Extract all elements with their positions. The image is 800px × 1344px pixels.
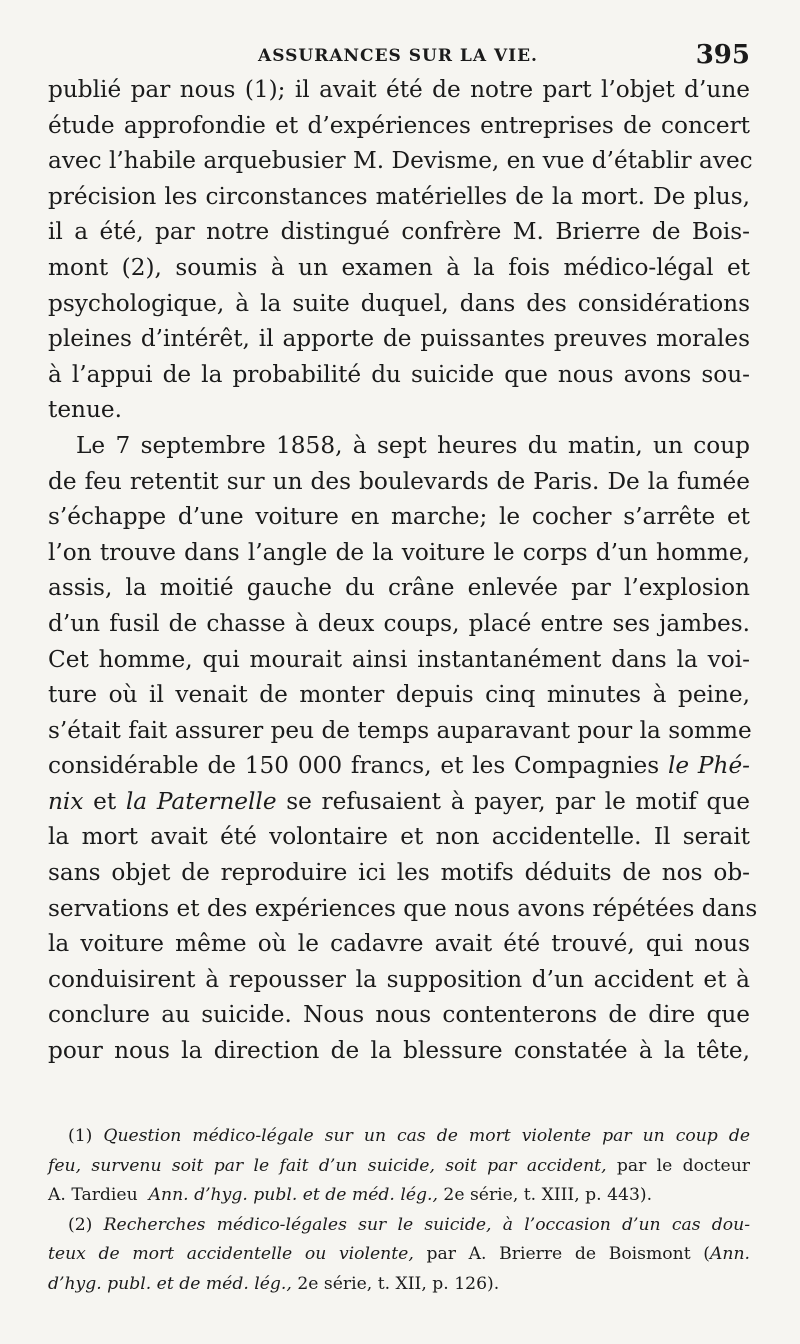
footnote-line — [48, 1152, 750, 1182]
footnote-journal: Ann. d’hyg. publ. et de méd. lég., — [148, 1185, 438, 1205]
text-line: pour nous la direction de la blessure constatée à la tête, — [48, 1037, 750, 1065]
text-line: tenue. — [48, 396, 123, 424]
text-line: d’un fusil de chasse à deux coups, placé entre ses jambes. — [48, 609, 750, 637]
text-line: avec l’habile arquebusier M. Devisme, en vue d’établir avec — [48, 147, 753, 175]
footnotes — [48, 1122, 750, 1299]
footnote-title: Question médico-légale sur un cas de mort violente par un coup de — [103, 1126, 751, 1146]
text-line: il a été, par notre distingué confrère M. Brierre de Bois- — [48, 218, 750, 246]
page-number: 395 — [695, 40, 750, 70]
footnote-title: feu, survenu soit par le fait d’un suicide, soit par accident, — [48, 1155, 607, 1176]
text-segment: et — [93, 787, 117, 815]
footnote-title: teux de mort accidentelle ou violente, — [48, 1244, 414, 1264]
text-line: assis, la moitié gauche du crâne enlevée par l’explosion — [48, 574, 750, 602]
paragraph-2 — [48, 428, 758, 1069]
text-line: sans objet de reproduire ici les motifs déduits de nos ob- — [48, 859, 750, 887]
text-line: Cet homme, qui mourait ainsi instantanément dans la voi- — [48, 645, 750, 673]
footnote-text: par A. Brierre de Boismont ( — [426, 1244, 710, 1264]
body-text — [48, 72, 758, 1069]
footnote-line — [48, 1181, 750, 1211]
footnote-2 — [48, 1211, 750, 1300]
text-line: la mort avait été volontaire et non accidentelle. Il serait — [48, 823, 750, 851]
text-line: ture où il venait de monter depuis cinq minutes à peine, — [48, 681, 750, 709]
footnote-line — [48, 1240, 750, 1270]
text-line — [48, 784, 750, 820]
text-segment: se refusaient à payer, par le motif que — [286, 787, 751, 815]
footnote-line — [48, 1211, 750, 1241]
text-line: de feu retentit sur un des boulevards de Paris. De la fumée — [48, 467, 750, 495]
footnote-text: par le docteur — [616, 1155, 750, 1176]
text-line: publié par nous (1); il avait été de notre part l’objet d’une — [48, 76, 750, 103]
company-name: la Paternelle — [125, 787, 277, 815]
text-segment: considérable de 150 000 francs, et les Compagnies — [48, 752, 660, 780]
footnote-journal: Ann. — [709, 1244, 750, 1264]
footnote-journal: d’hyg. publ. et de méd. lég., — [48, 1273, 292, 1294]
footnote-line — [48, 1270, 750, 1300]
text-line: mont (2), soumis à un examen à la fois médico-légal et — [48, 253, 750, 281]
text-line: conclure au suicide. Nous nous contenterons de dire que — [48, 1001, 750, 1029]
text-line: la voiture même où le cadavre avait été trouvé, qui nous — [48, 930, 750, 958]
text-line: l’on trouve dans l’angle de la voiture le corps d’un homme, — [48, 538, 750, 566]
text-line: pleines d’intérêt, il apporte de puissantes preuves morales — [48, 325, 750, 353]
company-name: le Phé- — [667, 752, 751, 780]
paragraph-1 — [48, 72, 753, 428]
footnote-reference: 2e série, t. XIII, p. 443). — [443, 1185, 653, 1205]
footnote-title: Recherches médico-légales sur le suicide, à l’occasion d’un cas dou- — [103, 1214, 751, 1235]
text-line: s’était fait assurer peu de temps auparavant pour la somme — [48, 716, 752, 744]
footnote-marker: (1) — [68, 1126, 93, 1146]
footnote-line — [48, 1122, 750, 1152]
text-line: servations et des expériences que nous avons répétées dans — [48, 894, 758, 922]
footnote-reference: 2e série, t. XII, p. 126). — [297, 1273, 500, 1294]
text-line — [48, 748, 750, 784]
footnote-author: A. Tardieu — [48, 1185, 138, 1205]
text-line: s’échappe d’une voiture en marche; le cocher s’arrête et — [48, 503, 750, 531]
running-head: ASSURANCES SUR LA VIE. — [258, 46, 538, 66]
text-line: psychologique, à la suite duquel, dans des considérations — [48, 289, 750, 317]
text-line: précision les circonstances matérielles de la mort. De plus, — [48, 182, 750, 210]
company-name: nix — [48, 787, 84, 815]
text-line: Le 7 septembre 1858, à sept heures du matin, un coup — [76, 431, 750, 459]
footnote-marker: (2) — [68, 1214, 93, 1235]
page-header — [48, 40, 750, 74]
text-line: étude approfondie et d’expériences entreprises de concert — [48, 111, 750, 139]
text-line: conduisirent à repousser la supposition d’un accident et à — [48, 965, 750, 993]
footnote-1 — [48, 1122, 750, 1211]
text-line: à l’appui de la probabilité du suicide que nous avons sou- — [48, 360, 750, 388]
